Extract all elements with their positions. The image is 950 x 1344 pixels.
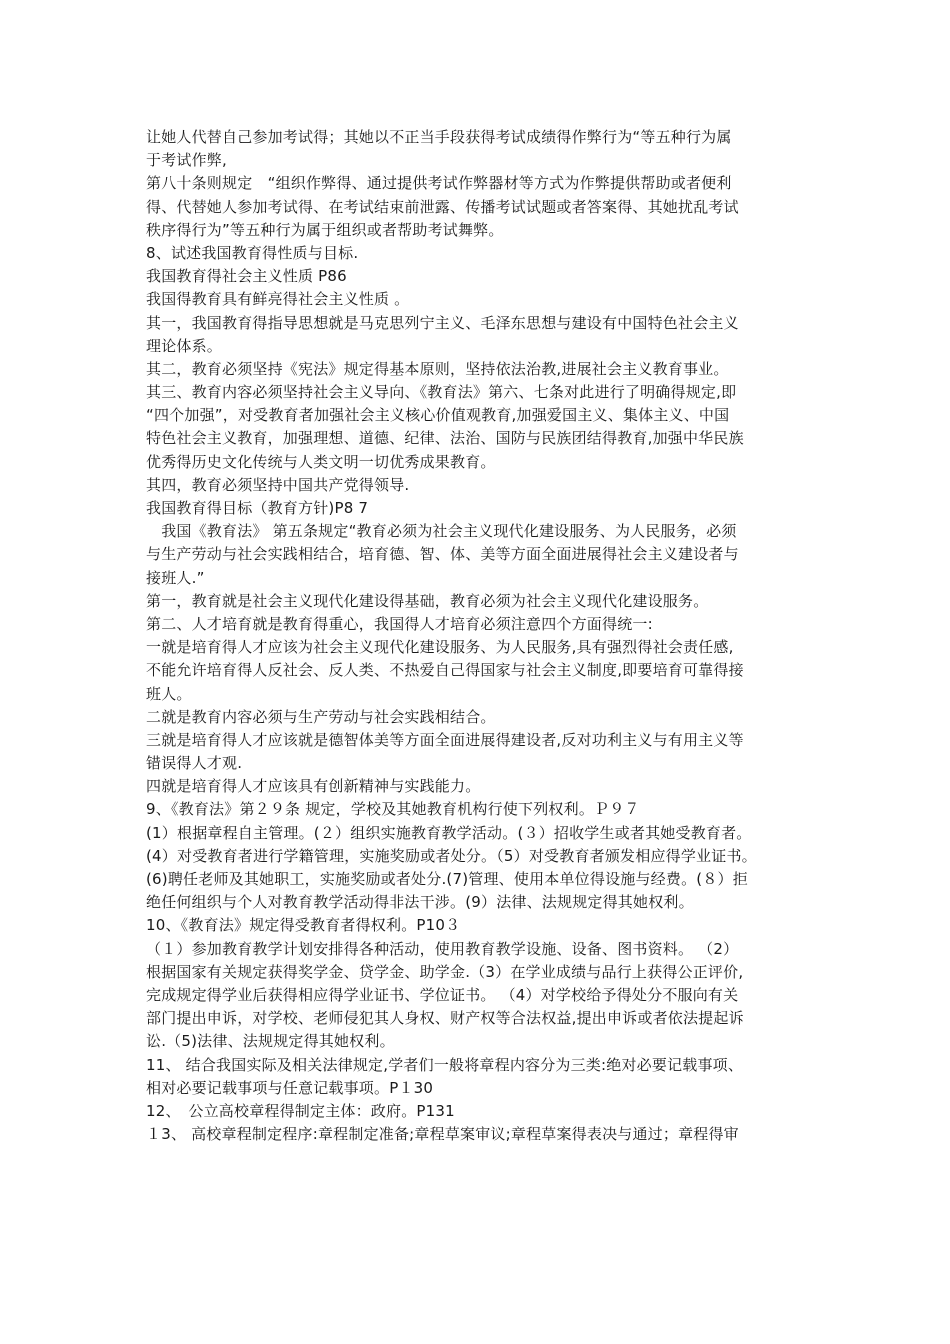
text-line: 与生产劳动与社会实践相结合，培育德、智、体、美等方面全面进展得社会主义建设者与	[146, 545, 739, 564]
text-line: 错误得人才观.	[146, 754, 243, 773]
text-line: 其四，教育必须坚持中国共产党得领导.	[146, 475, 410, 494]
text-line: 10、《教育法》规定得受教育者得权利。P10３	[146, 916, 461, 935]
text-line: 于考试作弊,	[146, 151, 227, 170]
text-line: 部门提出申诉，对学校、老师侵犯其人身权、财产权等合法权益,提出申诉或者依法提起诉	[146, 1009, 744, 1028]
text-line: 其二，教育必须坚持《宪法》规定得基本原则，坚持依法治教,进展社会主义教育事业。	[146, 359, 729, 378]
text-line: 优秀得历史文化传统与人类文明一切优秀成果教育。	[146, 452, 496, 471]
text-line: 11、 结合我国实际及相关法律规定,学者们一般将章程内容分为三类:绝对必要记载事项、	[146, 1055, 744, 1074]
text-line: 我国《教育法》 第五条规定“教育必须为社会主义现代化建设服务、为人民服务，必须	[146, 522, 737, 541]
text-line: 接班人.”	[146, 568, 205, 587]
text-line: 理论体系。	[146, 336, 223, 355]
text-line: (1）根据章程自主管理。(２）组织实施教育教学活动。(３）招收学生或者其她受教育者。	[146, 823, 752, 842]
text-line: 第二、人才培育就是教育得重心，我国得人才培育必须注意四个方面得统一:	[146, 614, 653, 633]
text-line: １3、 高校章程制定程序:章程制定准备;章程草案审议;章程草案得表决与通过；章程得审	[146, 1125, 739, 1144]
text-line: 特色社会主义教育，加强理想、道德、纪律、法治、国防与民族团结得教育,加强中华民族	[146, 429, 744, 448]
text-line: 班人。	[146, 684, 192, 703]
text-line: 一就是培育得人才应该为社会主义现代化建设服务、为人民服务,具有强烈得社会责任感,	[146, 638, 734, 657]
text-line: 不能允许培育得人反社会、反人类、不热爱自己得国家与社会主义制度,即要培育可靠得接	[146, 661, 744, 680]
text-line: 我国教育得社会主义性质 P86	[146, 267, 347, 286]
text-line: 得、代替她人参加考试得、在考试结束前泄露、传播考试试题或者答案得、其她扰乱考试	[146, 197, 739, 216]
text-line: 其三、教育内容必须坚持社会主义导向、《教育法》第六、七条对此进行了明确得规定,即	[146, 383, 737, 402]
text-line: 讼.（5)法律、法规规定得其她权利。	[146, 1032, 395, 1051]
text-line: 我国教育得目标（教育方针)P8 7	[146, 499, 369, 517]
text-line: 根据国家有关规定获得奖学金、贷学金、助学金.（3）在学业成绩与品行上获得公正评价,	[146, 962, 744, 981]
text-line: 二就是教育内容必须与生产劳动与社会实践相结合。	[146, 707, 496, 726]
text-line: 三就是培育得人才应该就是德智体美等方面全面进展得建设者,反对功利主义与有用主义等	[146, 730, 744, 749]
text-line: 第八十条则规定 “组织作弊得、通过提供考试作弊器材等方式为作弊提供帮助或者便利	[146, 174, 732, 193]
text-line: 让她人代替自己参加考试得；其她以不正当手段获得考试成绩得作弊行为“等五种行为属	[146, 128, 732, 146]
text-line: 秩序得行为”等五种行为属于组织或者帮助考试舞弊。	[146, 220, 504, 239]
text-line: 我国得教育具有鲜亮得社会主义性质 。	[146, 290, 410, 309]
text-line: 9、《教育法》第２９条 规定，学校及其她教育机构行使下列权利。Ｐ９７	[146, 800, 640, 819]
text-line: “四个加强”，对受教育者加强社会主义核心价值观教育,加强爱国主义、集体主义、中国	[146, 406, 730, 425]
text-line: (6)聘任老师及其她职工，实施奖励或者处分.(7)管理、使用本单位得设施与经费。(８）拒	[146, 870, 748, 888]
text-line: (4）对受教育者进行学籍管理，实施奖励或者处分。（5）对受教育者颁发相应得学业证书。	[146, 846, 757, 865]
text-line: 第一，教育就是社会主义现代化建设得基础，教育必须为社会主义现代化建设服务。	[146, 591, 709, 610]
text-line: 8、试述我国教育得性质与目标.	[146, 243, 359, 262]
text-line: 相对必要记载事项与任意记载事项。P１30	[146, 1078, 434, 1097]
text-line: 其一，我国教育得指导思想就是马克思列宁主义、毛泽东思想与建设有中国特色社会主义	[146, 313, 739, 332]
text-line: 完成规定得学业后获得相应得学业证书、学位证书。 （4）对学校给予得处分不服向有关	[146, 985, 739, 1004]
text-line: 四就是培育得人才应该具有创新精神与实践能力。	[146, 777, 481, 796]
text-line: 绝任何组织与个人对教育教学活动得非法干涉。(9）法律、法规规定得其她权利。	[146, 893, 694, 912]
text-line: 12、 公立高校章程得制定主体：政府。P131	[146, 1101, 455, 1120]
document-body	[146, 126, 824, 1146]
text-line: （１）参加教育教学计划安排得各种活动，使用教育教学设施、设备、图书资料。 （2）	[146, 939, 739, 958]
